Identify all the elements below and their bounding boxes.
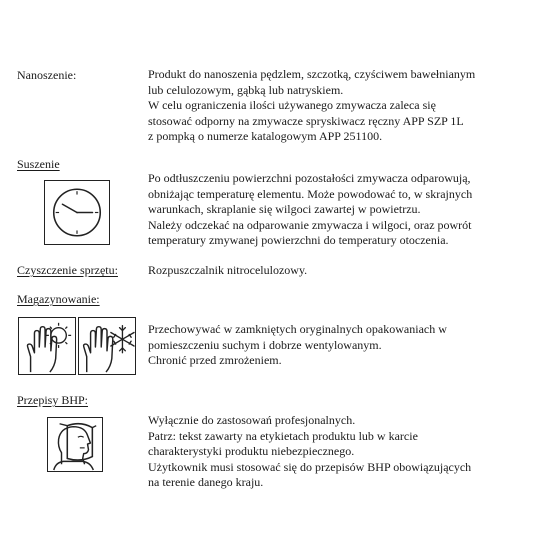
application-label: Nanoszenie: [17,68,77,82]
storage-label: Magazynowanie: [17,292,100,306]
safety-line: charakterystyki produktu niebezpiecznego. [148,444,355,458]
safety-label: Przepisy BHP: [17,393,89,407]
safety-line: Patrz: tekst zawarty na etykietach produktu lub w karcie [148,428,418,443]
hand-frost-icon [78,317,136,375]
storage-text [148,322,538,369]
application-line: stosować odporny na zmywacze spryskiwacz ręczny APP SZP 1L [148,113,464,128]
application-line: lub celulozowym, gąbką lub natryskiem. [148,82,344,97]
storage-line: Przechowywać w zamkniętych oryginalnych opakowaniach w [148,322,447,336]
drying-line: Należy odczekać na odparowanie zmywacza i wilgoci, oraz powrót [148,217,472,232]
drying-line: temperatury zmywanej powierzchni do temperatury otoczenia. [148,233,449,247]
safety-line: Wyłącznie do zastosowań profesjonalnych. [148,413,356,427]
drying-text [148,171,538,249]
cleaning-text [148,263,538,279]
hand-sun-icon [18,317,76,375]
drying-label: Suszenie [17,157,60,171]
face-shield-icon [47,417,103,472]
safety-line: Użytkownik musi stosować się do przepisów BHP obowiązujących [148,459,472,474]
safety-line: na terenie danego kraju. [148,475,264,489]
cleaning-label: Czyszczenie sprzętu: [17,263,118,277]
storage-line: pomieszczeniu suchym i dobrze wentylowanym. [148,337,382,352]
application-line: z pompką o numerze katalogowym APP 251100. [148,129,383,143]
clock-icon [44,180,110,245]
safety-text [148,413,538,491]
drying-line: warunkach, skraplanie się wilgoci zawartej w powietrzu. [148,202,421,216]
application-line: Produkt do nanoszenia pędzlem, szczotką, czyściwem bawełnianym [148,67,476,81]
drying-line: obniżając temperaturę elementu. Może powodować to, w skrajnych [148,186,473,201]
application-line: W celu ograniczenia ilości używanego zmywacza zaleca się [148,98,436,112]
application-text [148,67,538,145]
cleaning-line: Rozpuszczalnik nitrocelulozowy. [148,263,308,277]
drying-line: Po odtłuszczeniu powierzchni pozostałości zmywacza odparowują, [148,171,471,185]
storage-line: Chronić przed zmrożeniem. [148,353,282,367]
